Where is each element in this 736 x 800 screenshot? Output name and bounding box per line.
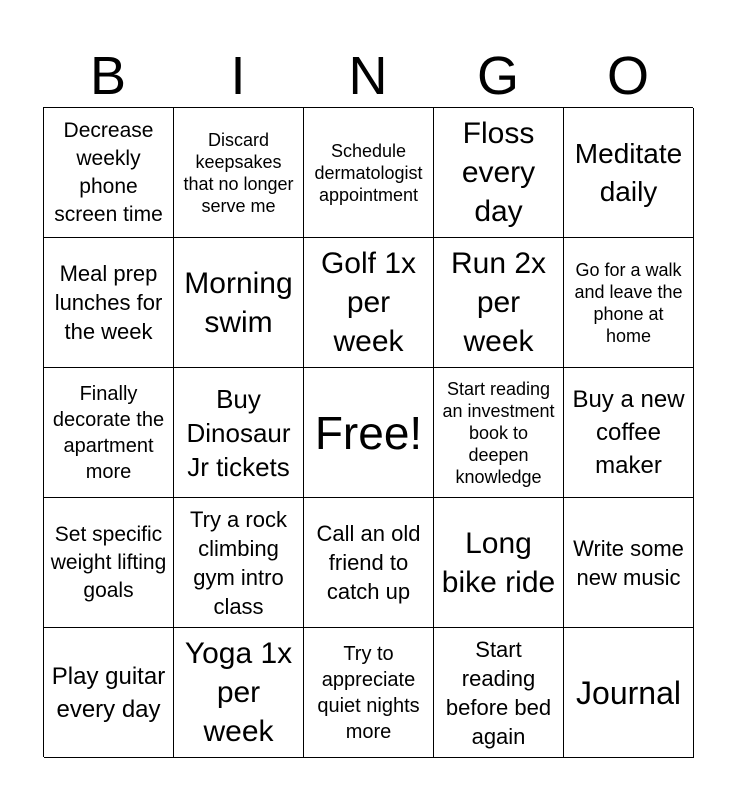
- header-letter-n: N: [348, 46, 388, 106]
- header-letter-i: I: [230, 46, 246, 106]
- bingo-cell[interactable]: [44, 368, 174, 498]
- cell-text: Write some new music: [573, 535, 684, 590]
- bingo-cell[interactable]: [564, 108, 694, 238]
- cell-text: Run 2x per week: [450, 247, 547, 358]
- cell-text: Start reading before bed again: [445, 636, 552, 749]
- bingo-cell[interactable]: [564, 368, 694, 498]
- cell-text: Meditate daily: [574, 137, 683, 207]
- cell-text: Golf 1x per week: [320, 247, 417, 358]
- cell-text: Long bike ride: [441, 526, 556, 599]
- cell-text: Buy Dinosaur Jr tickets: [186, 383, 291, 482]
- bingo-cell[interactable]: [564, 238, 694, 368]
- cell-text: Play guitar every day: [51, 662, 166, 723]
- cell-text: Set specific weight lifting goals: [50, 522, 167, 602]
- cell-text: Yoga 1x per week: [184, 637, 293, 748]
- cell-text: Journal: [576, 674, 681, 711]
- bingo-cell[interactable]: [174, 498, 304, 628]
- cell-text: Meal prep lunches for the week: [54, 261, 163, 344]
- bingo-cell[interactable]: [44, 238, 174, 368]
- header-letter-b: B: [89, 46, 127, 106]
- bingo-cell[interactable]: [434, 108, 564, 238]
- bingo-cell[interactable]: [304, 238, 434, 368]
- cell-text: Try to appreciate quiet nights more: [317, 642, 420, 743]
- bingo-cell[interactable]: [434, 368, 564, 498]
- header-letter-g: G: [476, 46, 519, 106]
- bingo-cell[interactable]: [434, 498, 564, 628]
- bingo-cell[interactable]: [304, 108, 434, 238]
- header-letter-o: O: [606, 46, 649, 106]
- cell-text: Discard keepsakes that no longer serve me: [183, 129, 294, 216]
- free-space-text: Free!: [314, 406, 423, 459]
- cell-text: Call an old friend to catch up: [316, 521, 421, 604]
- bingo-cell[interactable]: [564, 498, 694, 628]
- bingo-cell[interactable]: [174, 368, 304, 498]
- bingo-cell[interactable]: [304, 498, 434, 628]
- free-space-cell[interactable]: [304, 368, 434, 498]
- bingo-cell[interactable]: [44, 108, 174, 238]
- bingo-cell[interactable]: [434, 238, 564, 368]
- bingo-cell[interactable]: [174, 238, 304, 368]
- cell-text: Try a rock climbing gym intro class: [190, 506, 287, 619]
- cell-text: Go for a walk and leave the phone at home: [574, 259, 683, 346]
- bingo-cell[interactable]: [304, 628, 434, 758]
- bingo-cell[interactable]: [44, 628, 174, 758]
- cell-text: Buy a new coffee maker: [572, 386, 685, 479]
- cell-text: Finally decorate the apartment more: [52, 382, 165, 483]
- cell-text: Morning swim: [184, 266, 293, 339]
- bingo-header: [43, 44, 693, 108]
- cell-text: Decrease weekly phone screen time: [54, 118, 163, 226]
- bingo-grid: [43, 107, 693, 757]
- bingo-cell[interactable]: [174, 108, 304, 238]
- bingo-cell[interactable]: [174, 628, 304, 758]
- cell-text: Start reading an investment book to deepen knowledge: [442, 378, 555, 487]
- bingo-cell[interactable]: [434, 628, 564, 758]
- bingo-cell[interactable]: [44, 498, 174, 628]
- cell-text: Schedule dermatologist appointment: [314, 140, 423, 205]
- bingo-cell[interactable]: [564, 628, 694, 758]
- cell-text: Floss every day: [461, 117, 536, 228]
